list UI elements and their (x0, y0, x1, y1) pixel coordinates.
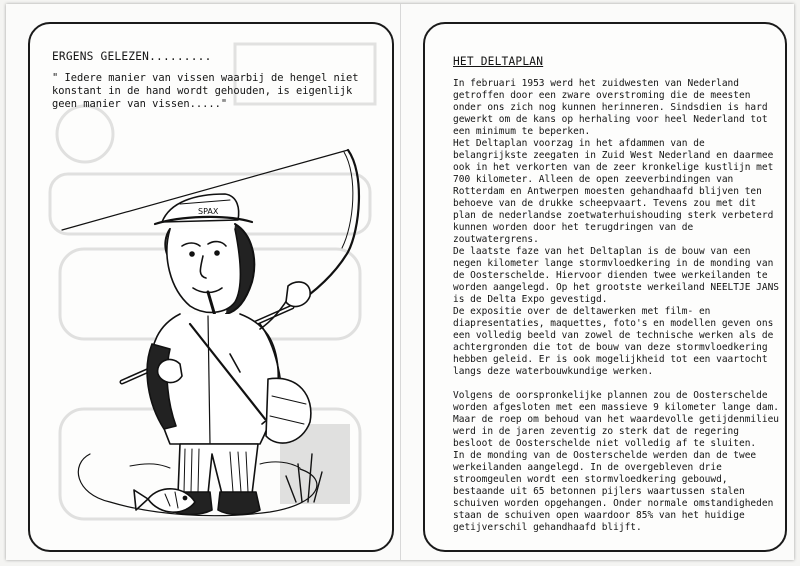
article-line: werkeilanden aangelegd. In de overgebleven drie (453, 462, 722, 473)
page-fold (400, 4, 401, 560)
article-line: getroffen door een zware overstroming die de meesten (453, 90, 751, 101)
article-line: 700 kilometer. Alleen de open zeeverbindingen van (453, 174, 734, 185)
article-line: hebben geleid. Er is ook mogelijkheid tot een vaartocht (453, 354, 768, 365)
article-line: ook in het verkorten van de zeer kronkelige kustlijn met (453, 162, 774, 173)
article-line: stroomgeulen wordt een stormvloedkering gebouwd, (453, 474, 728, 485)
article-line: Rotterdam en Antwerpen moesten gehandhaafd blijven ten (453, 186, 762, 197)
article-line: De expositie over de deltawerken met film- en (453, 306, 711, 317)
quote-line: konstant in de hand wordt gehouden, is eigenlijk (52, 85, 353, 97)
article-line: Maar de roep om behoud van het waardevolle getijdenmilieu (453, 414, 780, 425)
article-line: besloot de Oosterschelde niet volledig af te sluiten. (453, 438, 757, 449)
article-line: werd in de jaren zeventig zo sterk dat de regering (453, 426, 739, 437)
right-page-heading: HET DELTAPLAN (453, 55, 544, 68)
article-line: staan de schuiven open waardoor 85% van het huidige (453, 510, 745, 521)
hat-label: SPAX (198, 207, 219, 216)
right-page (423, 22, 787, 552)
article-line: achtergronden die tot de bouw van deze stormvloedkering (453, 342, 768, 353)
quote-line: " Iedere manier van vissen waarbij de hengel niet (52, 72, 359, 84)
left-page (28, 22, 394, 552)
article-line: Volgens de oorspronkelijke plannen zou de Oosterschelde (453, 390, 768, 401)
left-page-heading: ERGENS GELEZEN......... (52, 50, 212, 63)
article-line: Het Deltaplan voorzag in het afdammen van de (453, 138, 705, 149)
article-line: de Oosterschelde. Hiervoor dienden twee werkeilanden te (453, 270, 768, 281)
article-line: diapresentaties, maquettes, foto's en modellen geven ons (453, 318, 774, 329)
article-line: In februari 1953 werd het zuidwesten van Nederland (453, 78, 739, 89)
article-line: zoutwatergrens. (453, 234, 539, 245)
article-line: plan de nederlandse zoetwaterhuishouding sterk verbeterd (453, 210, 774, 221)
article-line: getijverschil gehandhaafd blijft. (453, 522, 642, 533)
article-line: een volledig beeld van zowel de technische werken als de (453, 330, 774, 341)
quote-line: geen manier van vissen....." (52, 98, 228, 110)
article-line: bestaande uit 65 betonnen pijlers waartussen stalen (453, 486, 745, 497)
article-line: een minimum te beperken. (453, 126, 591, 137)
article-line: behoeve van de drukke scheepvaart. Tevens zou met dit (453, 198, 757, 209)
article-line: negen kilometer lange stormvloedkering in de monding van (453, 258, 774, 269)
article-line: is de Delta Expo gevestigd. (453, 294, 608, 305)
article-line: onder ons zich nog kunnen herinneren. Sindsdien is hard (453, 102, 768, 113)
article-line: kunnen worden door het terugdringen van de (453, 222, 694, 233)
article-line: In de monding van de Oosterschelde werden dan de twee (453, 450, 757, 461)
article-line: gewerkt om de kans op herhaling voor heel Nederland tot (453, 114, 768, 125)
paragraph-gap (453, 378, 785, 390)
article-line: schuiven worden opgehangen. Onder normale omstandigheden (453, 498, 774, 509)
article-line: worden afgesloten met een massieve 9 kilometer lange dam. (453, 402, 780, 413)
article-line: belangrijkste zeegaten in Zuid West Nederland en daarmee (453, 150, 774, 161)
article-line: worden aangelegd. Op het grootste werkeiland NEELTJE JANS (453, 282, 780, 293)
fisherman-cartoon (30, 24, 392, 550)
article-line: langs deze waterbouwkundige werken. (453, 366, 654, 377)
article-line: De laatste faze van het Deltaplan is de bouw van een (453, 246, 751, 257)
deltaplan-article (453, 78, 785, 534)
